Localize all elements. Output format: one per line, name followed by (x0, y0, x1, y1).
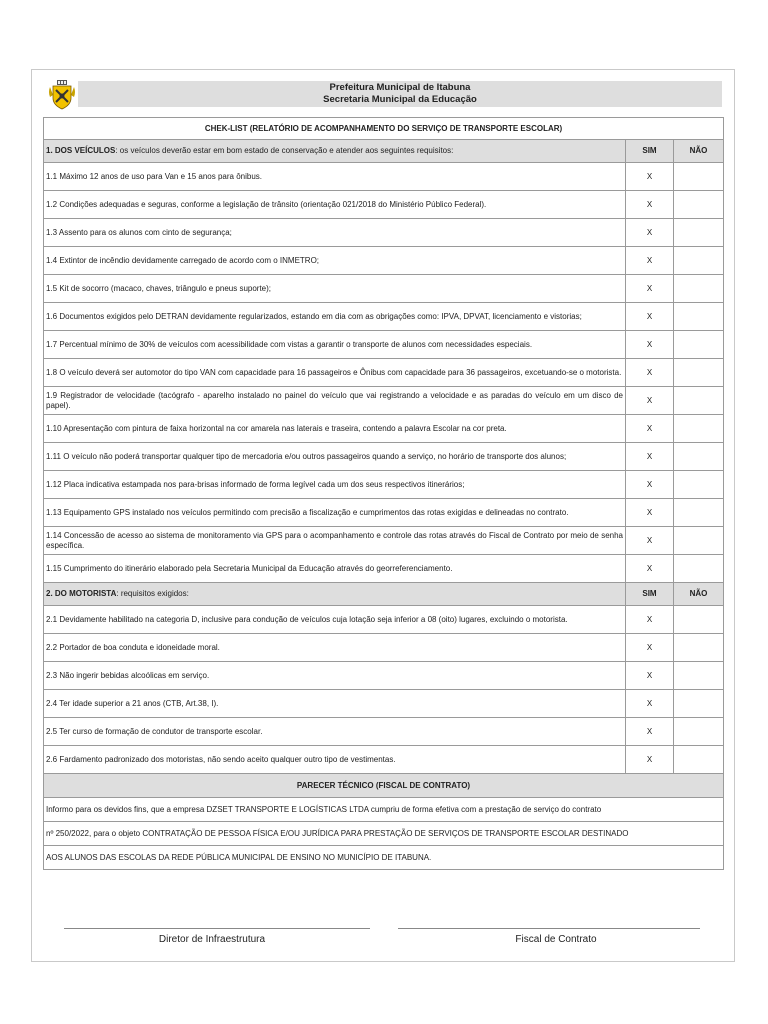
checklist-item-text: 2.6 Fardamento padronizado dos motoristas, não sendo aceito qualquer outro tipo de vestimentas. (44, 746, 626, 774)
nao-mark (674, 471, 724, 499)
signature-label-left: Diretor de Infraestrutura (158, 934, 266, 945)
checklist-item-text: 2.4 Ter idade superior a 21 anos (CTB, Art.38, I). (44, 690, 626, 718)
checklist-item-text: 1.6 Documentos exigidos pelo DETRAN devidamente regularizados, estando em dia com as obrigações como: IPVA, DPVAT, licenciamento e vistorias; (44, 303, 626, 331)
checklist-title: CHEK-LIST (RELATÓRIO DE ACOMPANHAMENTO DO SERVIÇO DE TRANSPORTE ESCOLAR) (44, 118, 724, 140)
coat-of-arms-icon (48, 80, 76, 110)
nao-mark (674, 359, 724, 387)
checklist-item-text: 1.8 O veículo deverá ser automotor do tipo VAN com capacidade para 16 passageiros e Ônibus com capacidade para 36 passageiros, excetuando-se o motorista. (44, 359, 626, 387)
checklist-item-text: 1.12 Placa indicativa estampada nos para-brisas informado de forma legível cada um dos seus respectivos itinerários; (44, 471, 626, 499)
section-driver-header (44, 583, 724, 606)
header-subtitle: Secretaria Municipal da Educação (323, 94, 477, 105)
section-driver-header-description: : requisitos exigidos: (116, 589, 189, 598)
header-band (78, 81, 722, 107)
checklist-item-text: 1.7 Percentual mínimo de 30% de veículos com acessibilidade com vistas a garantir o transporte de alunos com necessidades especiais. (44, 331, 626, 359)
sim-mark: X (626, 718, 674, 746)
checklist-row (44, 718, 724, 746)
sim-mark: X (626, 443, 674, 471)
sim-mark: X (626, 219, 674, 247)
sim-mark: X (626, 471, 674, 499)
checklist-row (44, 746, 724, 774)
nao-mark (674, 690, 724, 718)
section-vehicles-header-text (44, 140, 626, 163)
checklist-item-text: 1.1 Máximo 12 anos de uso para Van e 15 anos para ônibus. (44, 163, 626, 191)
column-header-nao: NÃO (674, 140, 724, 163)
checklist-item-text: 1.11 O veículo não poderá transportar qualquer tipo de mercadoria e/ou outros passageiros quando a serviço, no horário de transporte dos alunos; (44, 443, 626, 471)
checklist-row (44, 387, 724, 415)
sim-mark: X (626, 555, 674, 583)
nao-mark (674, 499, 724, 527)
nao-mark (674, 247, 724, 275)
column-header-nao: NÃO (674, 583, 724, 606)
sim-mark: X (626, 499, 674, 527)
checklist-item-text: 2.3 Não ingerir bebidas alcoólicas em serviço. (44, 662, 626, 690)
parecer-title: PARECER TÉCNICO (FISCAL DE CONTRATO) (44, 774, 724, 798)
nao-mark (674, 163, 724, 191)
header-title: Prefeitura Municipal de Itabuna (329, 82, 471, 93)
section-vehicles-header-description: : os veículos deverão estar em bom estado de conservação e atender aos seguintes requisitos: (115, 146, 454, 155)
checklist-row (44, 690, 724, 718)
checklist-row (44, 443, 724, 471)
parecer-text-line: Informo para os devidos fins, que a empresa DZSET TRANSPORTE E LOGÍSTICAS LTDA cumpriu de forma efetiva com a prestação de serviço do contrato (44, 798, 724, 822)
nao-mark (674, 275, 724, 303)
sim-mark: X (626, 634, 674, 662)
nao-mark (674, 219, 724, 247)
parecer-line-row (44, 798, 724, 822)
nao-mark (674, 331, 724, 359)
sim-mark: X (626, 690, 674, 718)
document-page (31, 69, 735, 962)
nao-mark (674, 387, 724, 415)
signature-line-right (398, 928, 700, 929)
checklist-row (44, 219, 724, 247)
nao-mark (674, 634, 724, 662)
checklist-title-row (44, 118, 724, 140)
checklist-row (44, 303, 724, 331)
checklist-row (44, 527, 724, 555)
nao-mark (674, 303, 724, 331)
checklist-item-text: 1.5 Kit de socorro (macaco, chaves, triângulo e pneus suporte); (44, 275, 626, 303)
signature-label-right: Fiscal de Contrato (515, 934, 597, 945)
sim-mark: X (626, 275, 674, 303)
checklist-row (44, 163, 724, 191)
column-header-sim: SIM (626, 583, 674, 606)
parecer-line-row (44, 822, 724, 846)
checklist-item-text: 2.2 Portador de boa conduta e idoneidade moral. (44, 634, 626, 662)
sim-mark: X (626, 191, 674, 219)
checklist-table (43, 117, 724, 870)
sim-mark: X (626, 527, 674, 555)
nao-mark (674, 606, 724, 634)
nao-mark (674, 527, 724, 555)
sim-mark: X (626, 746, 674, 774)
checklist-row (44, 606, 724, 634)
checklist-row (44, 275, 724, 303)
checklist-item-text: 1.4 Extintor de incêndio devidamente carregado de acordo com o INMETRO; (44, 247, 626, 275)
section-driver-header-text (44, 583, 626, 606)
signature-line-left (64, 928, 370, 929)
nao-mark (674, 746, 724, 774)
parecer-title-row (44, 774, 724, 798)
parecer-text-line: AOS ALUNOS DAS ESCOLAS DA REDE PÚBLICA MUNICIPAL DE ENSINO NO MUNICÍPIO DE ITABUNA. (44, 846, 724, 870)
section-driver-header-label: 2. DO MOTORISTA (46, 589, 117, 598)
sim-mark: X (626, 303, 674, 331)
checklist-row (44, 415, 724, 443)
checklist-row (44, 662, 724, 690)
nao-mark (674, 443, 724, 471)
parecer-line-row (44, 846, 724, 870)
sim-mark: X (626, 163, 674, 191)
sim-mark: X (626, 331, 674, 359)
checklist-row (44, 555, 724, 583)
nao-mark (674, 718, 724, 746)
checklist-row (44, 499, 724, 527)
checklist-row (44, 247, 724, 275)
sim-mark: X (626, 415, 674, 443)
checklist-row (44, 634, 724, 662)
sim-mark: X (626, 606, 674, 634)
checklist-row (44, 471, 724, 499)
checklist-item-text: 2.5 Ter curso de formação de condutor de transporte escolar. (44, 718, 626, 746)
checklist-item-text: 1.3 Assento para os alunos com cinto de segurança; (44, 219, 626, 247)
checklist-item-text: 1.2 Condições adequadas e seguras, conforme a legislação de trânsito (orientação 021/2018 do Ministério Público Federal). (44, 191, 626, 219)
checklist-item-text: 1.13 Equipamento GPS instalado nos veículos permitindo com precisão a fiscalização e cumprimentos das rotas exigidas e delineadas no contrato. (44, 499, 626, 527)
checklist-item-text: 2.1 Devidamente habilitado na categoria D, inclusive para condução de veículos cuja lotação seja inferior a 08 (oito) lugares, excluindo o motorista. (44, 606, 626, 634)
checklist-row (44, 331, 724, 359)
nao-mark (674, 555, 724, 583)
sim-mark: X (626, 359, 674, 387)
nao-mark (674, 415, 724, 443)
checklist-row (44, 359, 724, 387)
nao-mark (674, 191, 724, 219)
checklist-item-text: 1.10 Apresentação com pintura de faixa horizontal na cor amarela nas laterais e traseira, contendo a palavra Escolar na cor preta. (44, 415, 626, 443)
checklist-row (44, 191, 724, 219)
column-header-sim: SIM (626, 140, 674, 163)
nao-mark (674, 662, 724, 690)
sim-mark: X (626, 387, 674, 415)
checklist-item-text: 1.15 Cumprimento do itinerário elaborado pela Secretaria Municipal da Educação através do georreferenciamento. (44, 555, 626, 583)
section-vehicles-header-label: 1. DOS VEÍCULOS (46, 146, 116, 155)
sim-mark: X (626, 662, 674, 690)
section-vehicles-header (44, 140, 724, 163)
checklist-item-text: 1.14 Concessão de acesso ao sistema de monitoramento via GPS para o acompanhamento e controle das rotas através do Fiscal de Contrato por meio de senha específica. (44, 527, 626, 555)
parecer-text-line: nº 250/2022, para o objeto CONTRATAÇÃO DE PESSOA FÍSICA E/OU JURÍDICA PARA PRESTAÇÃO DE SERVIÇOS DE TRANSPORTE ESCOLAR DESTINADO (44, 822, 724, 846)
sim-mark: X (626, 247, 674, 275)
checklist-item-text: 1.9 Registrador de velocidade (tacógrafo - aparelho instalado no painel do veículo que vai registrando a velocidade e as paradas do veículo em um disco de papel). (44, 387, 626, 415)
